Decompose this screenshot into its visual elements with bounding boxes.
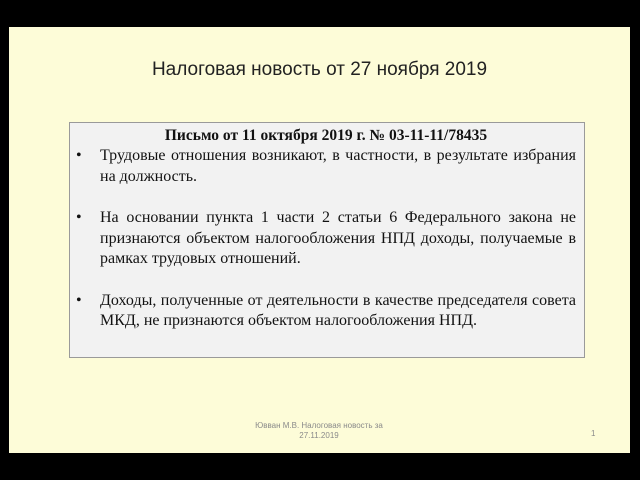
bullet-text: На основании пункта 1 части 2 статьи 6 Федерального закона не признаются объектом налогообложения НПД доходы, получаемые в рамках трудовых отношений. xyxy=(100,209,576,267)
bullet-icon: • xyxy=(76,291,82,309)
slide xyxy=(9,27,630,453)
bullet-text: Трудовые отношения возникают, в частности, в результате избрания на должность. xyxy=(100,147,576,185)
page-number: 1 xyxy=(591,429,596,438)
list-item xyxy=(76,291,576,332)
list-item xyxy=(76,146,576,187)
bullet-text: Доходы, полученные от деятельности в качестве председателя совета МКД, не признаются объектом налогообложения НПД. xyxy=(100,291,576,329)
letter-reference: Письмо от 11 октября 2019 г. № 03-11-11/78435 xyxy=(164,127,488,144)
list-item xyxy=(76,208,576,270)
slide-footer xyxy=(219,421,419,441)
letter-box xyxy=(69,122,585,358)
slide-title: Налоговая новость от 27 ноября 2019 xyxy=(151,59,488,80)
footer-author: Ювван М.В. Налоговая новость за xyxy=(255,421,383,430)
bullet-icon: • xyxy=(76,147,82,164)
bullet-icon: • xyxy=(76,209,82,226)
footer-date: 27.11.2019 xyxy=(299,431,339,440)
